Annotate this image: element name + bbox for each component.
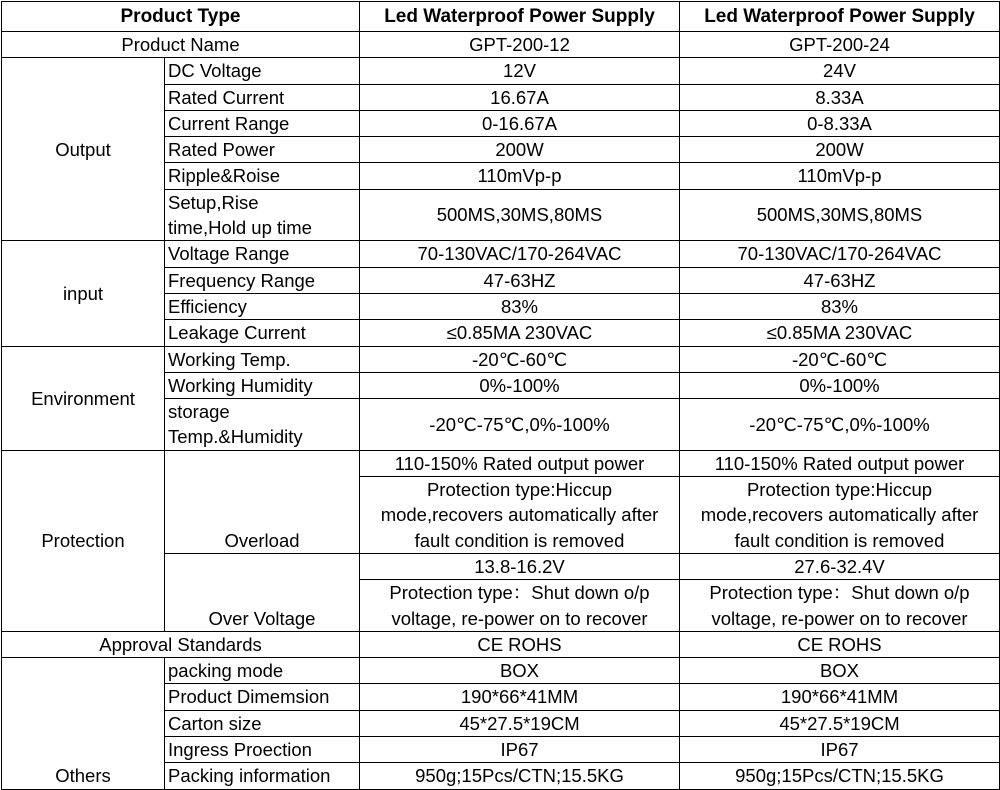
row-label: Product Dimemsion (165, 684, 360, 710)
cell-line: mode,recovers automatically after (380, 504, 659, 526)
cell-value: 12V (360, 58, 680, 84)
cell-value: 0-8.33A (680, 110, 1000, 136)
cell-value: 0%-100% (360, 372, 680, 398)
table-row (2, 450, 1000, 476)
cell-value: -20℃-75℃,0%-100% (360, 399, 680, 451)
cell-line: Protection type：Shut down o/p (709, 582, 970, 604)
cell-value (680, 580, 1000, 632)
cell-value: BOX (680, 658, 1000, 684)
group-label-protection: Protection (2, 450, 165, 631)
cell-value: 110mVp-p (360, 163, 680, 189)
table-row (2, 241, 1000, 267)
row-label-line: time,Hold up time (168, 217, 312, 239)
cell-value: 500MS,30MS,80MS (680, 189, 1000, 241)
row-label: Frequency Range (165, 267, 360, 293)
cell-value: ≤0.85MA 230VAC (680, 320, 1000, 346)
cell-value: 83% (360, 293, 680, 319)
cell-value: 47-63HZ (680, 267, 1000, 293)
row-label-line: storage (168, 401, 230, 423)
header-col2: Led Waterproof Power Supply (680, 2, 1000, 32)
table-row (2, 631, 1000, 657)
row-label: Working Temp. (165, 346, 360, 372)
row-label: Rated Power (165, 137, 360, 163)
table-row (2, 658, 1000, 684)
row-label: Product Name (2, 32, 360, 58)
row-label (165, 189, 360, 241)
row-label-line: Temp.&Humidity (168, 426, 303, 448)
row-label (165, 399, 360, 451)
group-label-environment: Environment (2, 346, 165, 450)
cell-value (680, 477, 1000, 554)
cell-value (360, 580, 680, 632)
cell-value: 190*66*41MM (360, 684, 680, 710)
cell-value: BOX (360, 658, 680, 684)
cell-value: 200W (680, 137, 1000, 163)
row-label-line: Setup,Rise (168, 191, 259, 213)
cell-value: 110-150% Rated output power (680, 450, 1000, 476)
cell-value: 24V (680, 58, 1000, 84)
cell-line: Protection type:Hiccup (746, 479, 933, 501)
cell-value: 13.8-16.2V (360, 553, 680, 579)
group-label-input: input (2, 241, 165, 346)
table-row (2, 346, 1000, 372)
cell-value: 45*27.5*19CM (680, 710, 1000, 736)
cell-value: IP67 (360, 737, 680, 763)
cell-line: fault condition is removed (734, 529, 945, 551)
row-label-over-voltage: Over Voltage (165, 553, 360, 631)
cell-value: ≤0.85MA 230VAC (360, 320, 680, 346)
cell-value: 200W (360, 137, 680, 163)
header-product-type: Product Type (2, 2, 360, 32)
cell-value: -20℃-75℃,0%-100% (680, 399, 1000, 451)
cell-line: Protection type:Hiccup (426, 479, 613, 501)
cell-value: -20℃-60℃ (680, 346, 1000, 372)
row-label: DC Voltage (165, 58, 360, 84)
cell-line: voltage, re-power on to recover (711, 607, 968, 629)
cell-value: CE ROHS (680, 631, 1000, 657)
cell-value: 190*66*41MM (680, 684, 1000, 710)
cell-value: 950g;15Pcs/CTN;15.5KG (360, 763, 680, 789)
row-label: Working Humidity (165, 372, 360, 398)
cell-value: 83% (680, 293, 1000, 319)
group-label-others: Others (2, 658, 165, 789)
cell-value: 500MS,30MS,80MS (360, 189, 680, 241)
cell-value: GPT-200-12 (360, 32, 680, 58)
cell-value: -20℃-60℃ (360, 346, 680, 372)
cell-value: IP67 (680, 737, 1000, 763)
row-label: Approval Standards (2, 631, 360, 657)
row-label: Leakage Current (165, 320, 360, 346)
row-label-overload: Overload (165, 450, 360, 553)
row-label: Ripple&Roise (165, 163, 360, 189)
cell-value: 45*27.5*19CM (360, 710, 680, 736)
table-row (2, 58, 1000, 84)
cell-line: mode,recovers automatically after (700, 504, 979, 526)
cell-value: 70-130VAC/170-264VAC (360, 241, 680, 267)
cell-value: 27.6-32.4V (680, 553, 1000, 579)
row-label: Voltage Range (165, 241, 360, 267)
header-col1: Led Waterproof Power Supply (360, 2, 680, 32)
table-row (2, 32, 1000, 58)
cell-line: voltage, re-power on to recover (391, 607, 648, 629)
group-label-output: Output (2, 58, 165, 241)
cell-value: 47-63HZ (360, 267, 680, 293)
cell-value: GPT-200-24 (680, 32, 1000, 58)
row-label: Ingress Proection (165, 737, 360, 763)
cell-value: CE ROHS (360, 631, 680, 657)
cell-value: 16.67A (360, 84, 680, 110)
cell-value: 950g;15Pcs/CTN;15.5KG (680, 763, 1000, 789)
cell-value: 110-150% Rated output power (360, 450, 680, 476)
cell-value: 0%-100% (680, 372, 1000, 398)
cell-value: 0-16.67A (360, 110, 680, 136)
spec-table (1, 1, 1000, 790)
row-label: Carton size (165, 710, 360, 736)
row-label: Packing information (165, 763, 360, 789)
cell-line: fault condition is removed (414, 529, 625, 551)
row-label: Efficiency (165, 293, 360, 319)
row-label: packing mode (165, 658, 360, 684)
cell-value: 8.33A (680, 84, 1000, 110)
cell-value (360, 477, 680, 554)
row-label: Rated Current (165, 84, 360, 110)
cell-line: Protection type：Shut down o/p (389, 582, 650, 604)
header-row (2, 2, 1000, 32)
row-label: Current Range (165, 110, 360, 136)
cell-value: 70-130VAC/170-264VAC (680, 241, 1000, 267)
cell-value: 110mVp-p (680, 163, 1000, 189)
